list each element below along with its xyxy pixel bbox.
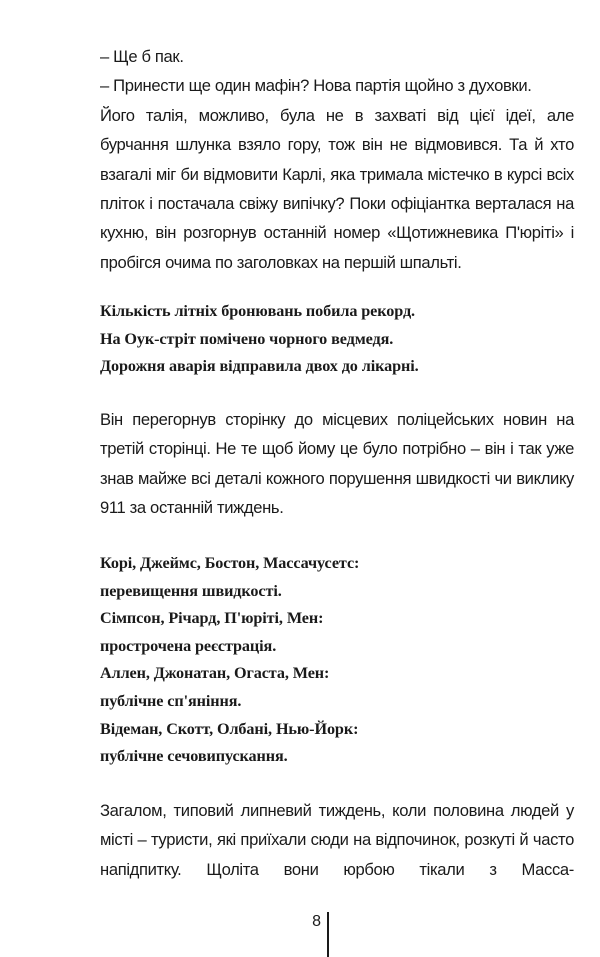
police-entry-2-name: Сімпсон, Річард, П'юріті, Мен: bbox=[100, 609, 324, 628]
headline-1: Кількість літніх бронювань побила рекорд. bbox=[100, 302, 415, 320]
page-number: 8 bbox=[312, 913, 321, 930]
police-entry-1-offense: перевищення швидкості. bbox=[100, 581, 282, 600]
police-entry-4-name: Відеман, Скотт, Олбані, Нью-Йорк: bbox=[100, 719, 359, 738]
dialogue-line-1: – Ще б пак. bbox=[100, 47, 184, 66]
paragraph-3-block bbox=[100, 796, 574, 884]
police-entry-1-name: Корі, Джеймс, Бостон, Массачусетс: bbox=[100, 554, 360, 572]
headline-3: Дорожня аварія відправила двох до лікарні. bbox=[100, 357, 419, 376]
police-entry-2-offense: прострочена реєстрація. bbox=[100, 636, 277, 655]
headline-list bbox=[100, 298, 580, 381]
paragraph-2: Він перегорнув сторінку до місцевих поліцейських новин на третій сторінці. Не те щоб йому це було потрібно – він і так уже знав майже всі деталі кожного порушення швидкості чи виклику 911 за останній тиждень. bbox=[100, 410, 574, 518]
opening-dialogue bbox=[100, 42, 574, 277]
page-number-rule bbox=[327, 912, 329, 957]
headline-2: На Оук-стріт помічено чорного ведмедя. bbox=[100, 329, 394, 348]
paragraph-1: Його талія, можливо, була не в захваті від цієї ідеї, але бурчання шлунка взяло гору, тож він не відмовився. Та й хто взагалі міг би відмовити Карлі, яка тримала містечко в курсі всіх пліток і постачала свіжу випічку? Поки офіціантка верталася на кухню, він розгорнув останній номер «Щотижневика П'юріті» і пробігся очима по заголовках на першій шпальті. bbox=[100, 105, 574, 272]
paragraph-2-block bbox=[100, 405, 574, 523]
dialogue-line-2: – Принести ще один мафін? Нова партія щойно з духовки. bbox=[100, 76, 532, 96]
police-entry-3-name: Аллен, Джонатан, Огаста, Мен: bbox=[100, 664, 330, 683]
police-entry-4-offense: публічне сечовипускання. bbox=[100, 747, 288, 766]
police-report-list bbox=[100, 550, 580, 771]
paragraph-3: Загалом, типовий липневий тиждень, коли половина людей у місті – туристи, які приїхали сюди на відпочинок, розкуті й часто напідпитку. Щоліта вони юрбою тікали з Масса- bbox=[100, 801, 574, 879]
police-entry-3-offense: публічне сп'яніння. bbox=[100, 691, 242, 710]
